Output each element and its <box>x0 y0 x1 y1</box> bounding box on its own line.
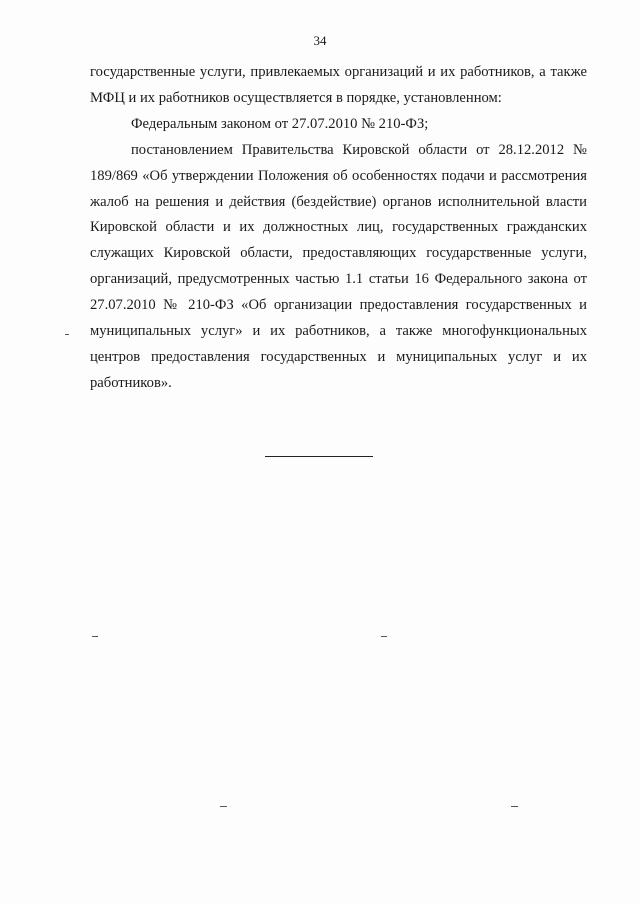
scan-speck <box>220 806 227 807</box>
paragraph-2: Федеральным законом от 27.07.2010 № 210-ФЗ; <box>131 115 429 132</box>
scan-speck <box>92 636 98 637</box>
body-text <box>90 60 587 397</box>
scan-speck <box>511 806 518 807</box>
scan-speck <box>65 334 69 335</box>
paragraph-3: постановлением Правительства Кировской области от 28.12.2012 № 189/869 «Об утверждении Положения об особенностях подачи и рассмотрения жалоб на решения и действия (бездействие) органов исполнительной власти Кировской области и их должностных лиц, государственных гражданских служащих Кировской области, предоставляющих государственные услуги, организаций, предусмотренных частью 1.1 статьи 16 Федерального закона от 27.07.2010 № 210-ФЗ «Об организации предоставления государственных и муниципальных услуг» и их работников, а также многофункциональных центров предоставления государственных и муниципальных услуг и их работников». <box>90 141 587 391</box>
page-number: 34 <box>313 33 327 48</box>
paragraph-1: государственные услуги, привлекаемых организаций и их работников, а также МФЦ и их работников осуществляется в порядке, установленном: <box>90 64 587 106</box>
scan-speck <box>381 636 387 637</box>
end-separator-line <box>265 456 373 457</box>
